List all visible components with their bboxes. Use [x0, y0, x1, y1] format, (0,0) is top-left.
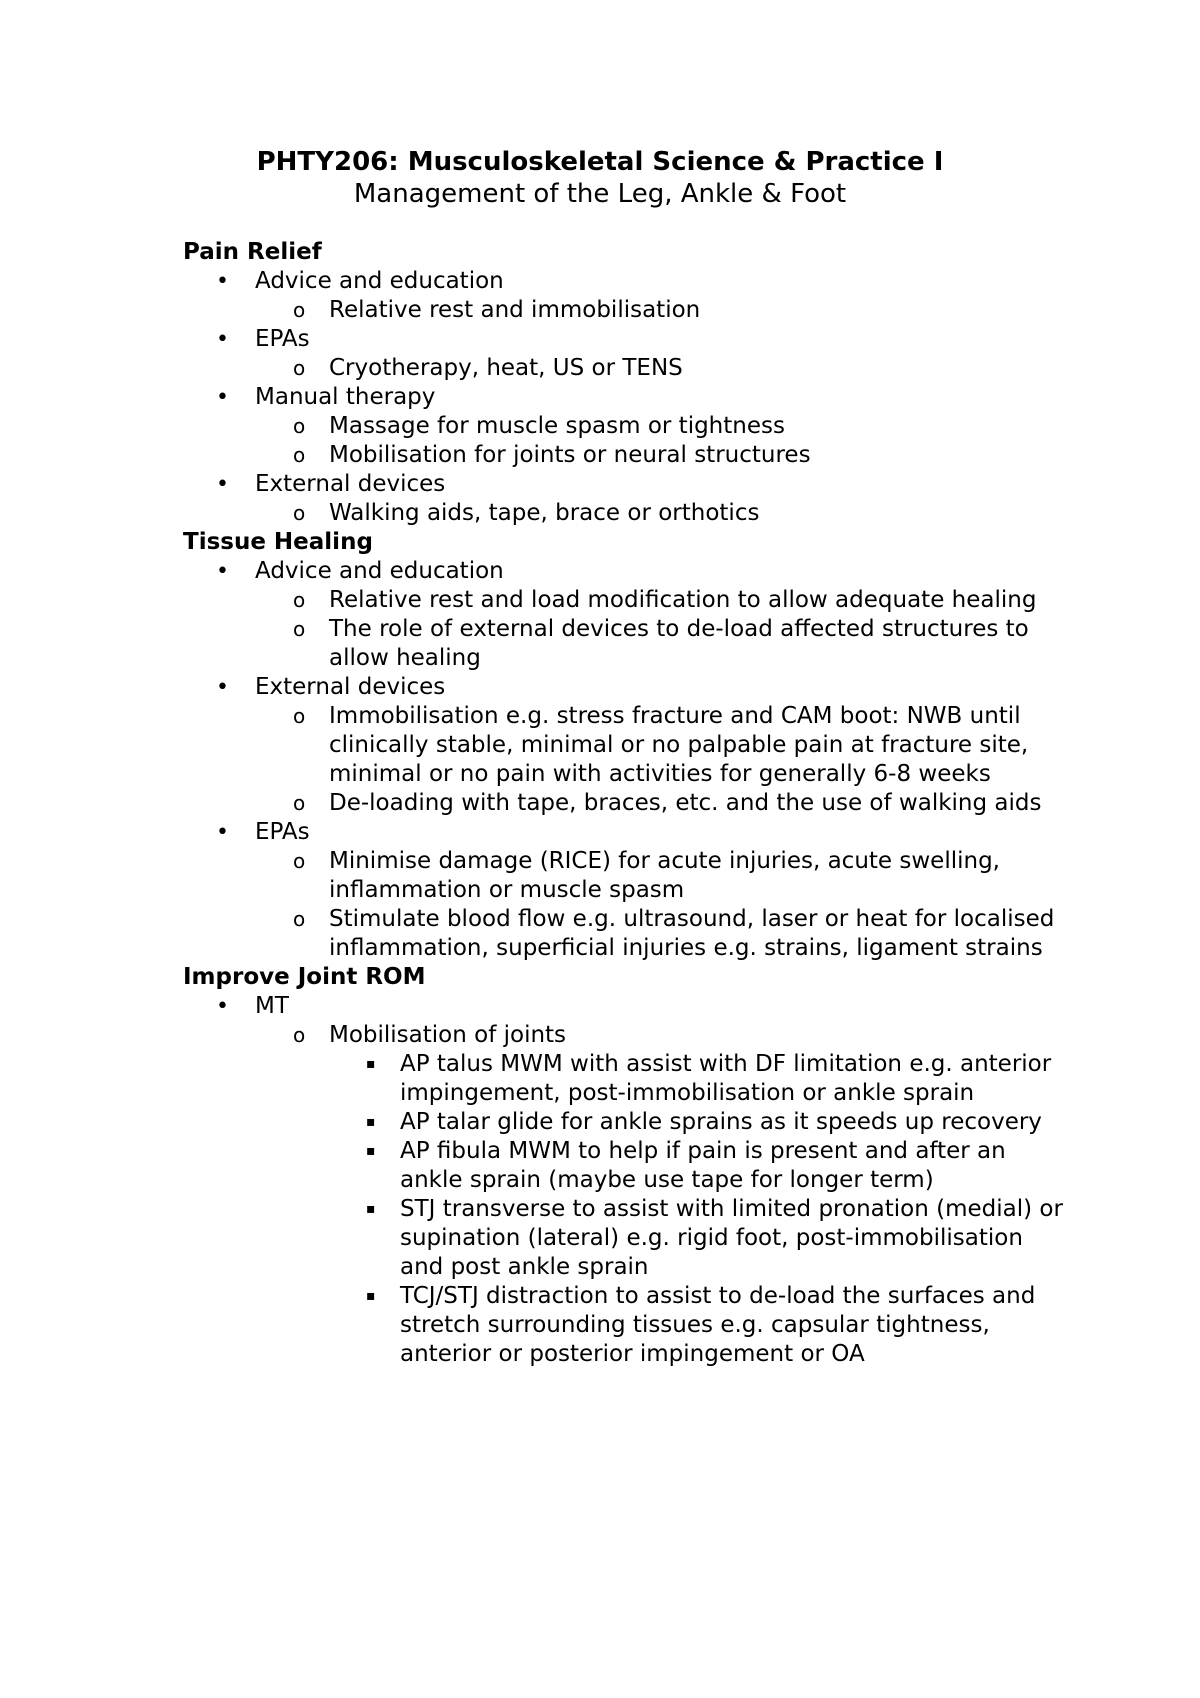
sub-sub-list-item	[183, 1050, 1063, 1108]
circle-bullet-icon: o	[293, 704, 306, 728]
circle-bullet-icon: o	[293, 907, 306, 931]
sub-list-item	[183, 441, 1063, 470]
list-item-text: EPAs	[255, 819, 310, 845]
square-bullet-icon: ▪	[366, 1201, 376, 1217]
bullet-icon: •	[216, 994, 229, 1019]
list-item	[183, 818, 1063, 847]
section-heading-pain-relief: Pain Relief	[183, 239, 322, 265]
sub-list-item	[183, 615, 1063, 673]
circle-bullet-icon: o	[293, 588, 306, 612]
list-item-text: MT	[255, 993, 289, 1019]
sub-list-item-text: De-loading with tape, braces, etc. and the use of walking aids	[329, 790, 1042, 816]
sub-list-item-text: The role of external devices to de-load affected structures to allow healing	[329, 616, 1029, 671]
sub-list-item	[183, 354, 1063, 383]
bullet-icon: •	[216, 269, 229, 294]
sub-list-item-text: Massage for muscle spasm or tightness	[329, 413, 785, 439]
sub-list-item	[183, 789, 1063, 818]
sub-sub-list-item	[183, 1137, 1063, 1195]
list-item	[183, 673, 1063, 702]
sub-list-item-text: Stimulate blood flow e.g. ultrasound, laser or heat for localised inflammation, superficial injuries e.g. strains, ligament strains	[329, 906, 1055, 961]
bullet-icon: •	[216, 820, 229, 845]
sub-sub-list-item-text: STJ transverse to assist with limited pronation (medial) or supination (lateral) e.g. rigid foot, post-immobilisation and post ankle sprain	[400, 1196, 1063, 1280]
sub-list-item-text: Relative rest and immobilisation	[329, 297, 701, 323]
list-item-text: Manual therapy	[255, 384, 436, 410]
sub-sub-list-item-text: AP talar glide for ankle sprains as it speeds up recovery	[400, 1109, 1042, 1135]
circle-bullet-icon: o	[293, 849, 306, 873]
sub-list-item-text: Walking aids, tape, brace or orthotics	[329, 500, 760, 526]
list-item	[183, 470, 1063, 499]
sub-list-item-text: Cryotherapy, heat, US or TENS	[329, 355, 683, 381]
sub-list-item	[183, 499, 1063, 528]
sub-sub-list-item-text: TCJ/STJ distraction to assist to de-load the surfaces and stretch surrounding tissues e.g. capsular tightness, anterior or posterior impingement or OA	[400, 1283, 1036, 1367]
sub-sub-list-item-text: AP talus MWM with assist with DF limitation e.g. anterior impingement, post-immobilisation or ankle sprain	[400, 1051, 1052, 1106]
list-item	[183, 383, 1063, 412]
circle-bullet-icon: o	[293, 791, 306, 815]
sub-sub-list-item-text: AP fibula MWM to help if pain is present and after an ankle sprain (maybe use tape for longer term)	[400, 1138, 1006, 1193]
list-item	[183, 267, 1063, 296]
document-title: PHTY206: Musculoskeletal Science & Practice I	[256, 147, 944, 177]
section-heading-tissue-healing: Tissue Healing	[183, 529, 373, 555]
sub-list-item	[183, 702, 1063, 789]
circle-bullet-icon: o	[293, 617, 306, 641]
circle-bullet-icon: o	[293, 414, 306, 438]
list-item-text: Advice and education	[255, 558, 504, 584]
document-body	[183, 238, 1063, 1369]
square-bullet-icon: ▪	[366, 1114, 376, 1130]
sub-sub-list-item	[183, 1282, 1063, 1369]
sub-list-item-text: Immobilisation e.g. stress fracture and CAM boot: NWB until clinically stable, minimal or no palpable pain at fracture site, minimal or no pain with activities for generally 6-8 weeks	[329, 703, 1029, 787]
square-bullet-icon: ▪	[366, 1288, 376, 1304]
sub-list-item-text: Minimise damage (RICE) for acute injuries, acute swelling, inflammation or muscle spasm	[329, 848, 1000, 903]
sub-list-item	[183, 905, 1063, 963]
sub-list-item-text: Mobilisation for joints or neural structures	[329, 442, 811, 468]
sub-list-item	[183, 296, 1063, 325]
sub-sub-list-item	[183, 1195, 1063, 1282]
list-item	[183, 325, 1063, 354]
bullet-icon: •	[216, 385, 229, 410]
list-item	[183, 992, 1063, 1021]
sub-sub-list-item	[183, 1108, 1063, 1137]
circle-bullet-icon: o	[293, 298, 306, 322]
sub-list-item-text: Relative rest and load modification to allow adequate healing	[329, 587, 1037, 613]
sub-list-item	[183, 1021, 1063, 1050]
document-subtitle: Management of the Leg, Ankle & Foot	[353, 179, 847, 209]
circle-bullet-icon: o	[293, 501, 306, 525]
sub-list-item-text: Mobilisation of joints	[329, 1022, 567, 1048]
section-heading-improve-joint-rom: Improve Joint ROM	[183, 964, 426, 990]
bullet-icon: •	[216, 559, 229, 584]
sub-list-item	[183, 586, 1063, 615]
list-item-text: External devices	[255, 674, 446, 700]
circle-bullet-icon: o	[293, 356, 306, 380]
square-bullet-icon: ▪	[366, 1143, 376, 1159]
list-item-text: Advice and education	[255, 268, 504, 294]
sub-list-item	[183, 412, 1063, 441]
bullet-icon: •	[216, 675, 229, 700]
sub-list-item	[183, 847, 1063, 905]
circle-bullet-icon: o	[293, 443, 306, 467]
square-bullet-icon: ▪	[366, 1056, 376, 1072]
bullet-icon: •	[216, 472, 229, 497]
circle-bullet-icon: o	[293, 1023, 306, 1047]
bullet-icon: •	[216, 327, 229, 352]
list-item-text: External devices	[255, 471, 446, 497]
list-item-text: EPAs	[255, 326, 310, 352]
list-item	[183, 557, 1063, 586]
